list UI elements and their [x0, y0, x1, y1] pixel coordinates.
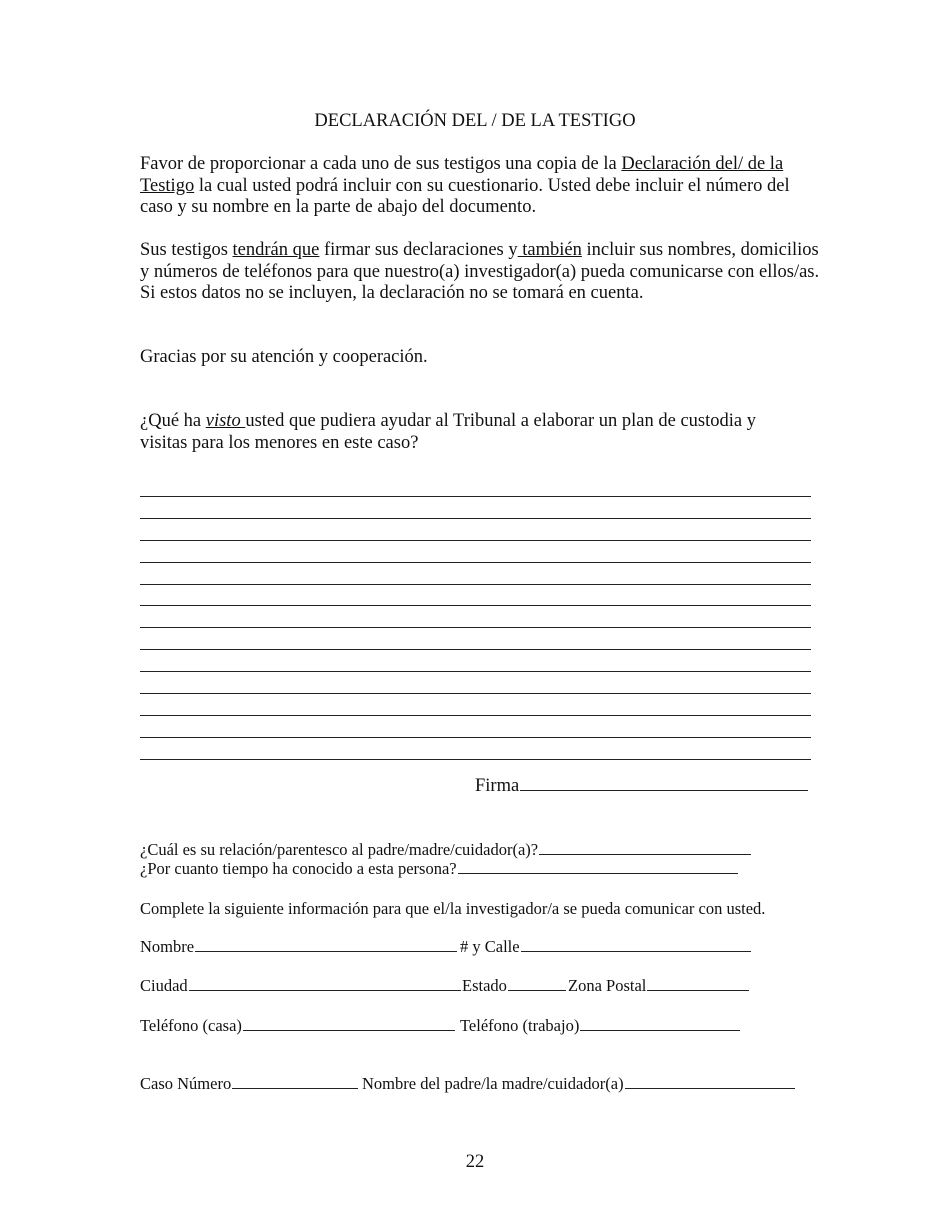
answer-line[interactable]: [140, 737, 811, 738]
state-blank[interactable]: [508, 989, 566, 991]
relation-question: ¿Cuál es su relación/parentesco al padre/madre/cuidador(a)?: [140, 840, 751, 860]
answer-line[interactable]: [140, 693, 811, 694]
complete-instruction: Complete la siguiente información para que el/la investigador/a se pueda comunicar con usted.: [140, 899, 766, 918]
answer-line[interactable]: [140, 649, 811, 650]
street-field: # y Calle: [460, 937, 751, 957]
answer-line[interactable]: [140, 605, 811, 606]
underlined-form-name: Declaración del/ de la: [621, 154, 784, 174]
answer-line[interactable]: [140, 562, 811, 563]
time-blank[interactable]: [458, 872, 738, 874]
time-question: ¿Por cuanto tiempo ha conocido a esta persona?: [140, 859, 738, 879]
answer-line[interactable]: [140, 496, 811, 497]
answer-line[interactable]: [140, 584, 811, 585]
name-blank[interactable]: [195, 950, 457, 952]
name-field: Nombre: [140, 937, 457, 957]
home-phone-field: Teléfono (casa): [140, 1016, 455, 1036]
page-number: 22: [465, 1152, 485, 1172]
parent-name-field: Nombre del padre/la madre/cuidador(a): [362, 1074, 795, 1094]
case-number-blank[interactable]: [232, 1087, 358, 1089]
case-number-field: Caso Número: [140, 1074, 358, 1094]
instructions-paragraph: Favor de proporcionar a cada uno de sus testigos una copia de la Declaración del/ de la Testigo la cual usted podrá incluir con su cuestionario. Usted debe incluir el número del caso y su nombre en la parte de abajo del documento.: [140, 154, 790, 217]
answer-lines[interactable]: [140, 496, 811, 781]
answer-line[interactable]: [140, 518, 811, 519]
street-blank[interactable]: [521, 950, 751, 952]
witness-question: ¿Qué ha visto usted que pudiera ayudar al Tribunal a elaborar un plan de custodia y visitas para los menores en este caso?: [140, 411, 756, 453]
answer-line[interactable]: [140, 715, 811, 716]
state-field: Estado: [462, 976, 566, 996]
thanks-text: Gracias por su atención y cooperación.: [140, 347, 428, 367]
document-title: DECLARACIÓN DEL / DE LA TESTIGO: [314, 111, 636, 131]
home-phone-blank[interactable]: [243, 1029, 455, 1031]
parent-name-blank[interactable]: [625, 1087, 795, 1089]
signature-field: Firma: [475, 776, 808, 797]
requirements-paragraph: Sus testigos tendrán que firmar sus declaraciones y también incluir sus nombres, domicilios y números de teléfonos para que nuestro(a) investigador(a) pueda comunicarse con ellos/as. Si estos datos no se incluyen, la declaración no se tomará en cuenta.: [140, 240, 820, 303]
city-field: Ciudad: [140, 976, 461, 996]
answer-line[interactable]: [140, 540, 811, 541]
zip-field: Zona Postal: [568, 976, 749, 996]
work-phone-blank[interactable]: [580, 1029, 740, 1031]
answer-line[interactable]: [140, 671, 811, 672]
signature-blank[interactable]: [520, 789, 808, 791]
answer-line[interactable]: [140, 759, 811, 760]
relation-blank[interactable]: [539, 853, 751, 855]
zip-blank[interactable]: [647, 989, 749, 991]
work-phone-field: Teléfono (trabajo): [460, 1016, 740, 1036]
answer-line[interactable]: [140, 627, 811, 628]
city-blank[interactable]: [189, 989, 461, 991]
